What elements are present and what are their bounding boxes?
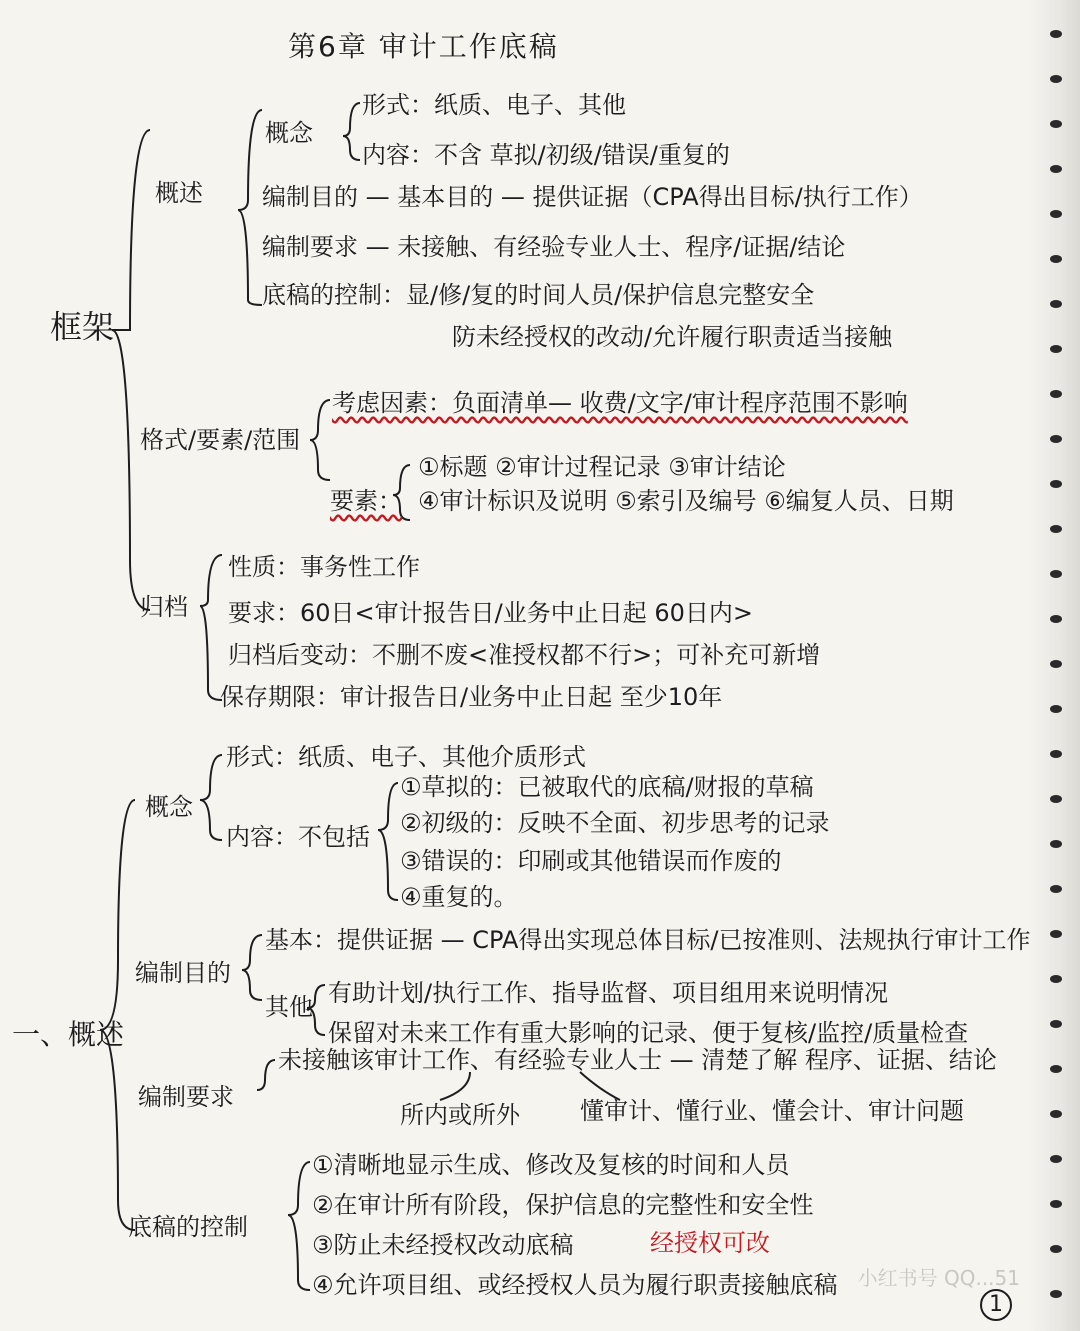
requirement-note-skills: 懂审计、懂行业、懂会计、审计问题 bbox=[580, 1097, 964, 1125]
archive-retention: 保存期限：审计报告日/业务中止日起 至少10年 bbox=[220, 683, 723, 711]
concept-content: 内容：不含 草拟/初级/错误/重复的 bbox=[362, 141, 730, 169]
section-concept-content: 内容：不包括 bbox=[226, 823, 370, 851]
control-red-note: 经授权可改 bbox=[650, 1229, 770, 1257]
overview-requirement: 编制要求 — 未接触、有经验专业人士、程序/证据/结论 bbox=[262, 233, 846, 261]
control-item-3: ③防止未经授权改动底稿 bbox=[312, 1231, 574, 1259]
section-concept-label: 概念 bbox=[145, 793, 193, 821]
section-purpose-other-2: 保留对未来工作有重大影响的记录、便于复核/监控/质量检查 bbox=[328, 1019, 969, 1047]
section-overview-label: 一、概述 bbox=[12, 1018, 125, 1051]
control-item-1: ①清晰地显示生成、修改及复核的时间和人员 bbox=[312, 1151, 790, 1179]
section-purpose-label: 编制目的 bbox=[135, 959, 231, 987]
exclusion-item-2: ②初级的：反映不全面、初步思考的记录 bbox=[400, 809, 830, 837]
concept-form: 形式：纸质、电子、其他 bbox=[362, 91, 626, 119]
overview-control-2: 防未经授权的改动/允许履行职责适当接触 bbox=[452, 323, 893, 351]
overview-label: 概述 bbox=[155, 179, 203, 207]
elements-line-2: ④审计标识及说明 ⑤索引及编号 ⑥编复人员、日期 bbox=[418, 487, 954, 515]
concept-label: 概念 bbox=[265, 119, 313, 147]
archive-requirement: 要求：60日<审计报告日/业务中止日起 60日内> bbox=[228, 599, 754, 627]
control-item-4: ④允许项目组、或经授权人员为履行职责接触底稿 bbox=[312, 1271, 838, 1299]
elements-label: 要素： bbox=[330, 487, 402, 515]
page-number: 1 bbox=[980, 1289, 1012, 1321]
section-purpose-other-label: 其他 bbox=[265, 993, 313, 1021]
requirement-note-inside-outside: 所内或所外 bbox=[400, 1101, 520, 1129]
section-concept-form: 形式：纸质、电子、其他介质形式 bbox=[226, 743, 586, 771]
exclusion-item-1: ①草拟的：已被取代的底稿/财报的草稿 bbox=[400, 773, 814, 801]
format-factors: 考虑因素：负面清单— 收费/文字/审计程序范围不影响 bbox=[332, 389, 908, 417]
section-purpose-basic: 基本：提供证据 — CPA得出实现总体目标/已按准则、法规执行审计工作 bbox=[265, 926, 1031, 954]
control-item-2: ②在审计所有阶段，保护信息的完整性和安全性 bbox=[312, 1191, 814, 1219]
format-label: 格式/要素/范围 bbox=[140, 426, 301, 454]
overview-control-1: 底稿的控制：显/修/复的时间人员/保护信息完整安全 bbox=[262, 281, 815, 309]
overview-purpose: 编制目的 — 基本目的 — 提供证据（CPA得出目标/执行工作） bbox=[262, 183, 923, 211]
archive-change: 归档后变动：不删不废<准授权都不行>；可补充可新增 bbox=[228, 641, 821, 669]
page-title: 第6章 审计工作底稿 bbox=[288, 30, 559, 63]
section-requirement-label: 编制要求 bbox=[138, 1083, 234, 1111]
archive-nature: 性质：事务性工作 bbox=[228, 553, 420, 581]
root-framework: 框架 bbox=[50, 308, 115, 346]
watermark: 小红书号 QQ...51 bbox=[857, 1266, 1020, 1290]
section-requirement-line: 未接触该审计工作、有经验专业人士 — 清楚了解 程序、证据、结论 bbox=[278, 1046, 997, 1074]
exclusion-item-3: ③错误的：印刷或其他错误而作废的 bbox=[400, 847, 782, 875]
exclusion-item-4: ④重复的。 bbox=[400, 883, 518, 911]
elements-line-1: ①标题 ②审计过程记录 ③审计结论 bbox=[418, 453, 786, 481]
section-purpose-other-1: 有助计划/执行工作、指导监督、项目组用来说明情况 bbox=[328, 979, 889, 1007]
section-control-label: 底稿的控制 bbox=[128, 1213, 248, 1241]
archive-label: 归档 bbox=[140, 593, 188, 621]
